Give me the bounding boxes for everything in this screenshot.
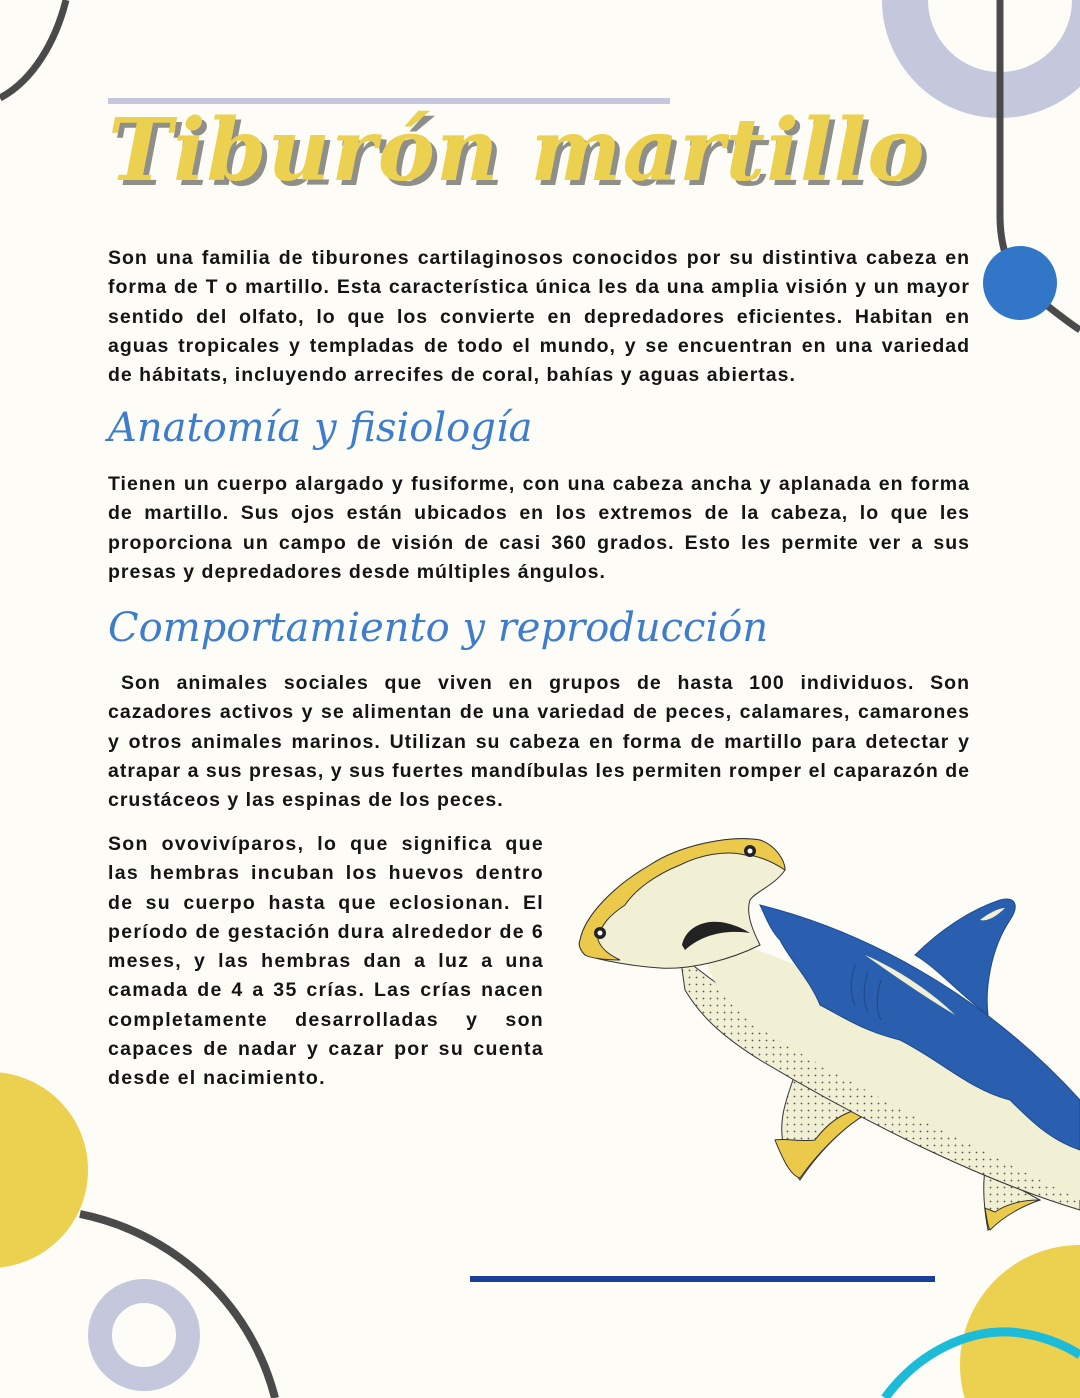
shark-body	[680, 955, 1080, 1210]
page-title: Tiburón martillo	[108, 100, 926, 201]
hammerhead-shark-illustration	[560, 820, 1080, 1240]
shark-head-edge	[579, 839, 785, 960]
bottom-left-yellow-circle	[0, 1072, 88, 1268]
top-right-ring	[905, 0, 1080, 95]
anatomy-paragraph: Tienen un cuerpo alargado y fusiforme, con una cabeza ancha y aplanada en forma de martillo. Sus ojos están ubicados en los extremos de la cabeza, lo que les proporciona un campo de visión de casi 360 grados. Esto les permite ver a sus presas y depredadores desde múltiples ángulos.	[108, 473, 970, 583]
shark-gill-1	[851, 965, 855, 1005]
shark-back	[760, 905, 1080, 1150]
bottom-right-yellow-circle	[960, 1245, 1080, 1398]
reproduction-paragraph: Son ovovivíparos, lo que significa que las hembras incuban los huevos dentro de su cuerpo hasta que eclosionan. El período de gestación dura alrededor de 6 meses, y las hembras dan a luz a una camada de 4 a 35 crías. Las crías nacen completamente desarrolladas y son capaces de nadar y cazar por su cuenta desde el nacimiento.	[108, 833, 544, 1090]
bottom-left-arc	[80, 1214, 275, 1398]
bottom-left-ring	[100, 1291, 188, 1379]
shark-body-upper	[700, 935, 1080, 1200]
section-heading-anatomy: Anatomía y fisiología	[108, 405, 533, 451]
shark-pelvic-fin-tip	[985, 1200, 1040, 1230]
shark-pelvic-fin	[984, 1170, 1040, 1230]
top-left-arc	[0, 0, 66, 98]
intro-paragraph: Son una familia de tiburones cartilaginosos conocidos por su distintiva cabeza en forma de T o martillo. Esta característica única les da una amplia visión y un mayor sentido del olfato, lo que los convierte en depredadores eficientes. Habitan en aguas tropicales y templadas de todo el mundo, y se encuentran en una variedad de hábitats, incluyendo arrecifes de coral, bahías y aguas abiertas.	[108, 247, 970, 387]
top-right-line	[1000, 0, 1080, 330]
shark-dorsal-fin	[915, 899, 1015, 1015]
blue-dot	[983, 246, 1057, 320]
shark-gill-3	[877, 980, 881, 1020]
behavior-paragraph: Son animales sociales que viven en grupos de hasta 100 individuos. Son cazadores activos y se alimentan de una variedad de peces, calamares, camarones y otros animales marinos. Utilizan su cabeza en forma de martillo para detectar y atrapar a sus presas, y sus fuertes mandíbulas les permiten romper el caparazón de crustáceos y las espinas de los peces.	[108, 672, 970, 812]
shark-eye-left	[594, 927, 606, 939]
bottom-divider	[470, 1276, 935, 1282]
section-heading-behavior: Comportamiento y reproducción	[108, 605, 769, 651]
shark-pectoral-fin-tip	[775, 1108, 878, 1178]
shark-gill-2	[864, 972, 868, 1012]
shark-eye-right	[744, 845, 756, 857]
shark-pectoral-fin	[782, 1060, 880, 1180]
shark-highlight-2	[980, 908, 1005, 920]
bottom-right-cyan-arc	[885, 1332, 1080, 1398]
shark-head	[579, 839, 785, 969]
shark-highlight	[865, 955, 955, 1015]
shark-mouth	[682, 922, 750, 950]
